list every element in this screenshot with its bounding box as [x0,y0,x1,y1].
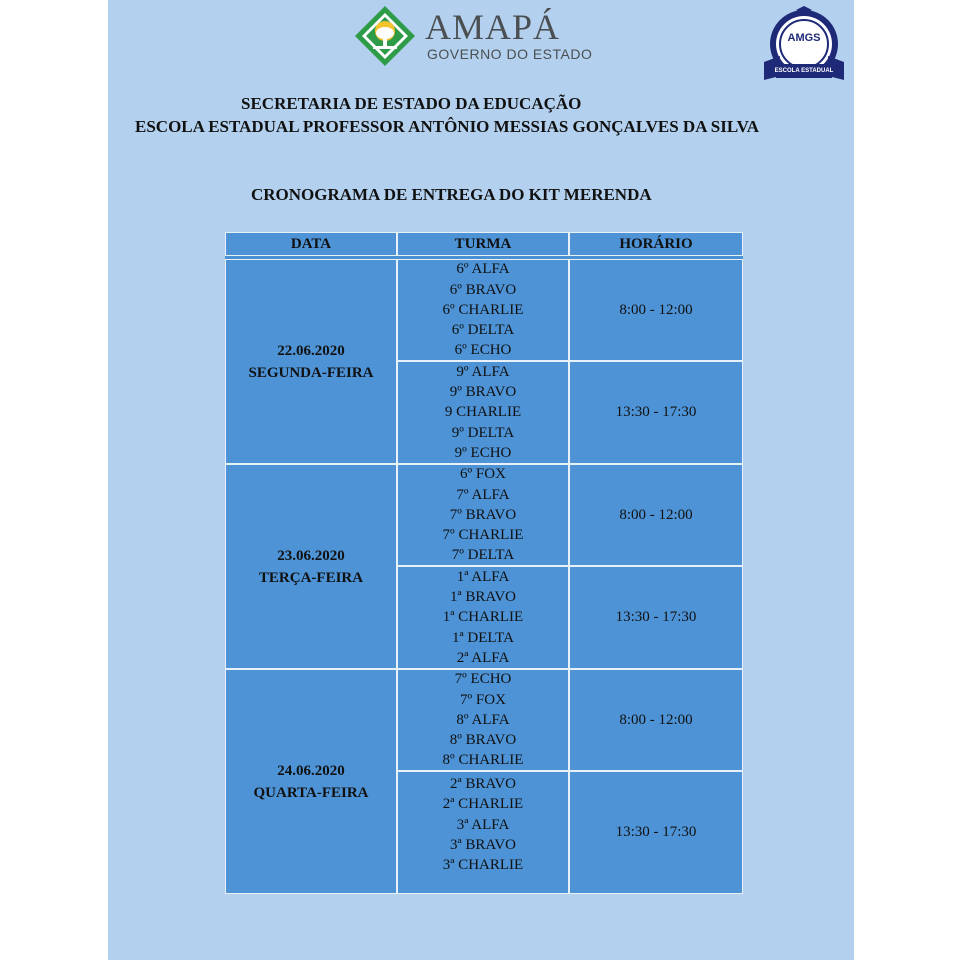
secretariat-heading: SECRETARIA DE ESTADO DA EDUCAÇÃO [241,94,582,113]
amapa-government-logo [353,2,593,64]
class-item: 1ª CHARLIE [442,609,524,626]
weekday-value: TERÇA-FEIRA [258,569,364,586]
class-item: 1ª DELTA [452,629,514,646]
class-item: 6º FOX [460,466,506,483]
class-item: 3ª CHARLIE [442,857,524,874]
school-seal-icon [760,4,848,90]
class-item: 6º DELTA [451,322,515,339]
date-cell [225,259,397,464]
weekday-value: SEGUNDA-FEIRA [248,364,374,381]
class-item: 2ª ALFA [456,649,510,666]
class-item: 6º CHARLIE [442,301,524,318]
school-seal-ribbon: ESCOLA ESTADUAL [774,68,834,74]
class-item: 3ª BRAVO [450,836,516,853]
time-cell: 8:00 - 12:00 [569,464,743,566]
amapa-diamond-icon [353,4,417,68]
state-name: AMAPÁ [425,7,561,47]
class-item: 1ª ALFA [456,568,510,585]
school-seal [760,4,848,90]
class-item: 7º ECHO [454,671,512,688]
class-item: 6º BRAVO [449,281,517,298]
class-list-cell [397,361,569,464]
school-name-heading: ESCOLA ESTADUAL PROFESSOR ANTÔNIO MESSIAS GONÇALVES DA SILVA [135,117,760,136]
class-item: 8º BRAVO [449,732,517,749]
schedule-table [225,232,743,894]
class-item: 8º CHARLIE [442,752,524,769]
date-value: 23.06.2020 [277,547,345,564]
class-list-cell [397,669,569,771]
class-list-cell [397,566,569,669]
class-item: 1ª BRAVO [450,589,516,606]
column-header-class: TURMA [397,232,569,256]
date-value: 22.06.2020 [277,342,345,359]
weekday-value: QUARTA-FEIRA [253,784,369,801]
class-list-cell [397,771,569,894]
class-item: 7º ALFA [456,486,510,503]
class-item: 8º ALFA [456,711,510,728]
date-cell [225,669,397,894]
column-header-time: HORÁRIO [569,232,743,256]
column-header-date: DATA [225,232,397,256]
class-item: 7º FOX [460,691,506,708]
class-item: 6º ALFA [456,261,510,278]
school-seal-initials: AMGS [787,32,821,44]
state-subtitle: GOVERNO DO ESTADO [427,46,593,62]
class-item: 2ª CHARLIE [442,796,524,813]
time-cell: 8:00 - 12:00 [569,259,743,361]
class-item: 9º BRAVO [449,384,517,401]
document-title: CRONOGRAMA DE ENTREGA DO KIT MERENDA [251,185,652,204]
class-item: 7º DELTA [451,547,515,564]
date-value: 24.06.2020 [277,762,345,779]
class-item: 7º BRAVO [449,506,517,523]
time-cell: 13:30 - 17:30 [569,566,743,669]
class-item: 3ª ALFA [456,816,510,833]
class-item: 9 CHARLIE [444,404,522,421]
document-page [108,0,854,960]
class-item: 9º DELTA [451,424,515,441]
class-item: 9º ECHO [454,444,512,461]
time-cell: 8:00 - 12:00 [569,669,743,771]
time-cell: 13:30 - 17:30 [569,361,743,464]
date-cell [225,464,397,669]
class-item: 2ª BRAVO [450,776,516,792]
class-list-cell [397,259,569,361]
class-item: 6º ECHO [454,342,512,359]
class-item: 9º ALFA [456,363,510,380]
time-cell: 13:30 - 17:30 [569,771,743,894]
class-item: 7º CHARLIE [442,527,524,544]
class-list-cell [397,464,569,566]
